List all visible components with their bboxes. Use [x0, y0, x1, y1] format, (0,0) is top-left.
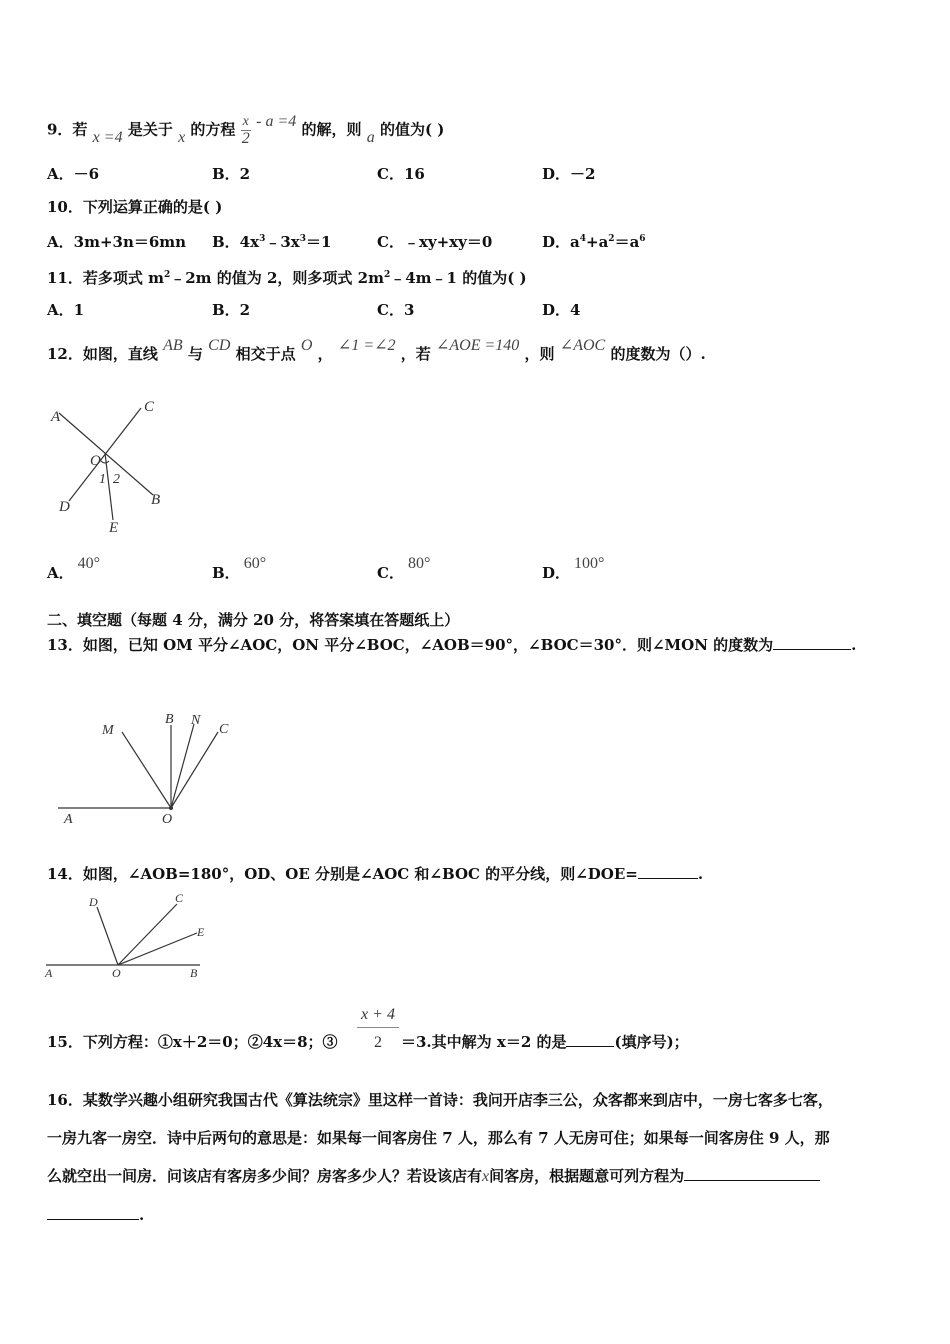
q11-option-a: A．1	[47, 301, 85, 319]
ray-oe	[118, 933, 197, 965]
section-2-heading: 二、填空题（每题 4 分，满分 20 分，将答案填在答题纸上）	[47, 611, 460, 629]
question-14: 14．如图，∠AOB=180°，OD、OE 分别是∠AOC 和∠BOC 的平分线，则∠DOE= .	[47, 865, 704, 883]
q9-text: 的解，则	[301, 120, 362, 139]
q10-option-a: A．3m+3n＝6mn	[47, 233, 187, 251]
label-e: E	[197, 925, 205, 939]
q13-answer-blank	[773, 635, 851, 650]
label-o: O	[112, 966, 121, 980]
q14-figure	[42, 888, 217, 983]
label-a: A	[64, 812, 73, 827]
q9-fraction: $\frac{x}{2}$	[241, 114, 250, 147]
q16-line-3: 么就空出一间房．问该店有客房多少间？房客多少人？若设该店有x间客房，根据题意可列方程为	[47, 1157, 902, 1196]
q16-line-2: 一房九客一房空．诗中后两句的意思是：如果每一间客房住 7 人，那么有 7 人无房可住；如果每一间客房住 9 人，那	[47, 1129, 830, 1147]
q16-line-4: .	[47, 1196, 902, 1234]
label-b: B	[190, 966, 198, 980]
q9-option-d: D．－2	[542, 165, 596, 183]
label-a: A	[45, 966, 53, 980]
q16-answer-blank-2	[47, 1205, 139, 1220]
q9-variable-a: a	[366, 128, 375, 146]
question-9	[47, 114, 444, 147]
label-2: 2	[113, 472, 120, 487]
ray-oc	[118, 904, 177, 965]
label-n: N	[191, 713, 201, 728]
question-16	[47, 1081, 902, 1234]
question-10: 10．下列运算正确的是( )	[47, 198, 223, 216]
q9-text: 的值为( )	[379, 120, 445, 139]
q9-text: 的方程	[190, 120, 236, 139]
q12-option-c: C．80°	[377, 555, 431, 582]
q9-text: 是关于	[127, 120, 173, 139]
q9-equation-rest: - a =4	[256, 112, 297, 130]
q12-option-a: A．40°	[47, 555, 101, 582]
label-m: M	[102, 723, 114, 738]
ray-od	[97, 907, 118, 965]
angle-arc	[101, 461, 109, 463]
question-15: 15．下列方程：①x＋2＝0；②4x＝8；③	[47, 1033, 338, 1051]
q16-answer-blank-1	[684, 1166, 820, 1181]
q11-option-d: D．4	[542, 301, 581, 319]
ray-oc	[171, 732, 218, 808]
q16-line-1: 16．某数学兴趣小组研究我国古代《算法统宗》里这样一首诗：我问开店李三公，众客都来到店中，一房七客多七客，	[47, 1091, 833, 1109]
label-o: O	[162, 812, 173, 827]
question-12: 12．如图，直线 AB 与 CD 相交于点 O ， ∠1 =∠2 ，若 ∠AOE =140 ，则 ∠AOC 的度数为（）.	[47, 337, 706, 363]
label-c: C	[144, 399, 155, 415]
q14-answer-blank	[638, 864, 698, 879]
q12-figure	[45, 393, 175, 538]
label-d: D	[89, 895, 98, 909]
label-a: A	[51, 409, 61, 425]
label-c: C	[219, 722, 229, 737]
ray-on	[171, 724, 194, 808]
label-e: E	[109, 520, 119, 536]
q9-option-a: A．－6	[47, 165, 100, 183]
q12-line-cd: CD	[208, 337, 231, 354]
q9-number: 9．若	[47, 120, 88, 139]
label-b: B	[165, 712, 174, 727]
q10-option-c: C．﹣xy+xy＝0	[377, 233, 493, 251]
question-15-rest: ＝3.其中解为 x＝2 的是 (填序号)；	[401, 1033, 689, 1051]
q11-option-c: C．3	[377, 301, 415, 319]
q9-option-b: B．2	[212, 165, 251, 183]
q12-angles-equal: ∠1 =∠2	[337, 337, 396, 354]
label-d: D	[59, 499, 70, 515]
q11-option-b: B．2	[212, 301, 251, 319]
q12-angle-aoc: ∠AOC	[559, 337, 606, 354]
q10-option-b: B．$4x^3﹣3x^3=1$	[212, 233, 332, 251]
q12-angle-aoe: ∠AOE =140	[436, 337, 520, 354]
label-b: B	[151, 492, 161, 508]
q13-figure	[58, 705, 248, 830]
q15-fraction: x + 4 2	[357, 1006, 399, 1052]
q9-variable-x: x	[178, 128, 186, 146]
q9-option-c: C．16	[377, 165, 425, 183]
label-o: O	[90, 453, 101, 469]
label-1: 1	[99, 472, 106, 487]
q12-option-b: B．60°	[212, 555, 267, 582]
q10-option-d: D．$a^4+a^2=a^6$	[542, 233, 646, 251]
q12-line-ab: AB	[163, 337, 183, 354]
question-11: 11．若多项式 $m^2﹣2m$ 的值为 2，则多项式 $2m^2﹣4m﹣1$ 的值为( )	[47, 269, 527, 287]
q12-point-o: O	[300, 337, 313, 354]
q15-answer-blank	[566, 1032, 614, 1047]
label-c: C	[175, 891, 184, 905]
q12-option-d: D．100°	[542, 555, 605, 582]
question-13: 13．如图，已知 OM 平分∠AOC，ON 平分∠BOC，∠AOB＝90°，∠BOC＝30°．则∠MON 的度数为 .	[47, 636, 857, 654]
ray-om	[122, 732, 171, 808]
q9-equation-x: x =4	[92, 128, 123, 146]
point-o	[169, 806, 173, 810]
